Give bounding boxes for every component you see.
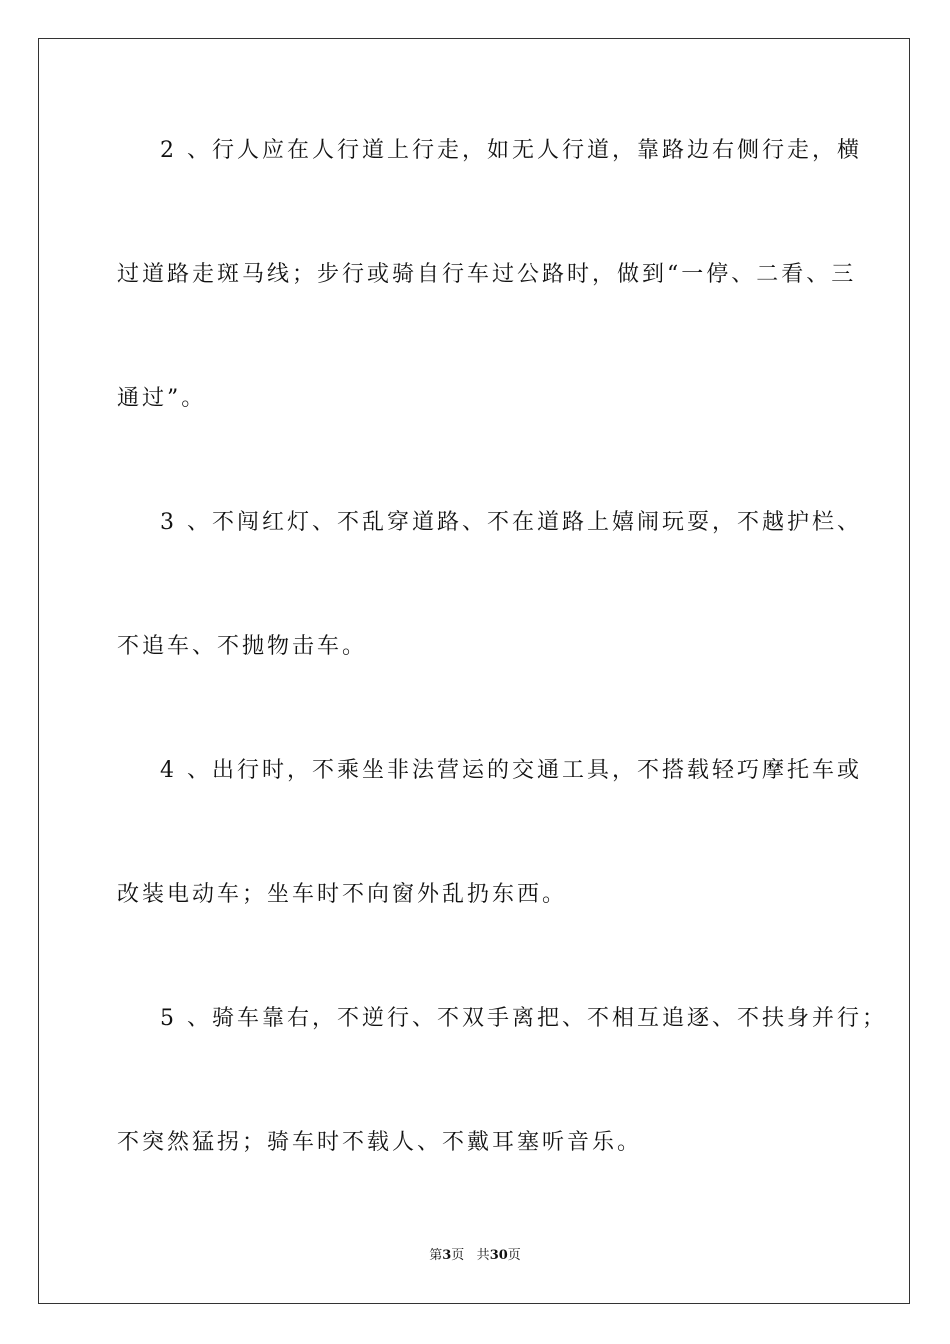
paragraph-line: 2 、行人应在人行道上行走，如无人行道，靠路边右侧行走，横 bbox=[160, 138, 862, 163]
total-suffix: 页 bbox=[507, 1248, 521, 1263]
page-frame bbox=[38, 38, 910, 1304]
paragraph-line: 5 、骑车靠右，不逆行、不双手离把、不相互追逐、不扶身并行； bbox=[160, 1006, 887, 1031]
page-number: 3 bbox=[442, 1248, 452, 1263]
page-prefix: 第 bbox=[429, 1248, 443, 1263]
paragraph-line: 4 、出行时，不乘坐非法营运的交通工具，不搭载轻巧摩托车或 bbox=[160, 758, 862, 783]
page-footer bbox=[0, 1247, 950, 1265]
paragraph-line: 3 、不闯红灯、不乱穿道路、不在道路上嬉闹玩耍，不越护栏、 bbox=[160, 510, 862, 535]
paragraph-line: 通过”。 bbox=[117, 386, 207, 411]
paragraph-line: 过道路走斑马线；步行或骑自行车过公路时，做到“一停、二看、三 bbox=[117, 262, 857, 287]
total-pages: 30 bbox=[489, 1248, 508, 1263]
paragraph-line: 不突然猛拐；骑车时不载人、不戴耳塞听音乐。 bbox=[117, 1130, 643, 1155]
page-suffix: 页 bbox=[451, 1248, 465, 1263]
total-prefix: 共 bbox=[476, 1248, 490, 1263]
paragraph-line: 改装电动车；坐车时不向窗外乱扔东西。 bbox=[117, 882, 568, 907]
paragraph-line: 不追车、不抛物击车。 bbox=[117, 634, 368, 659]
